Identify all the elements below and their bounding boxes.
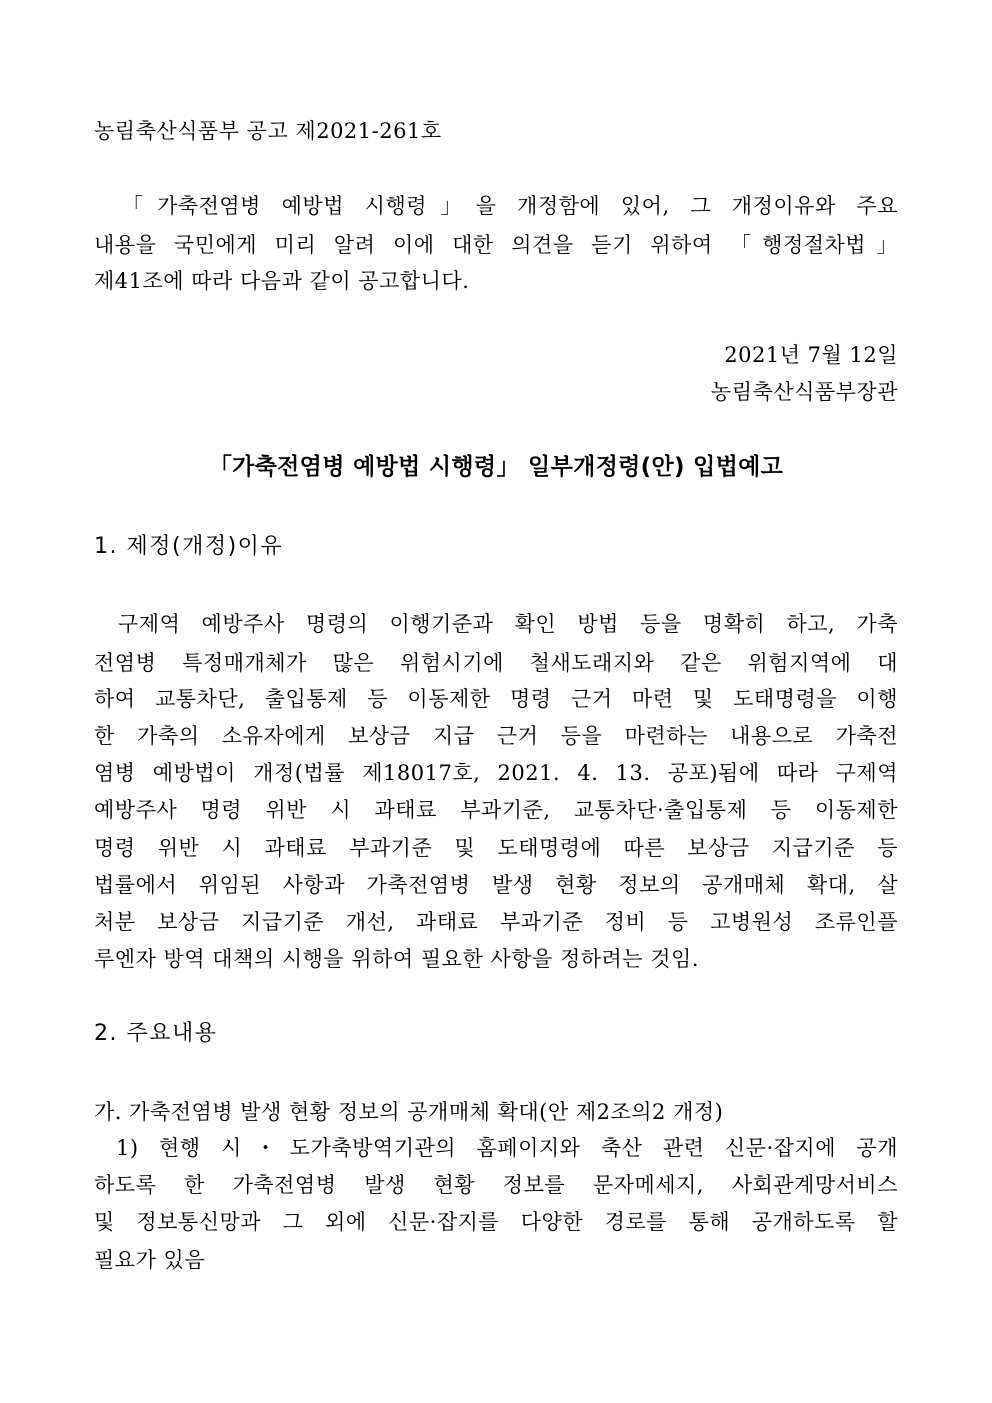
section-1-line-7: 명령 위반 시 과태료 부과기준 및 도태명령에 따른 보상금 지급기준 등 (94, 836, 898, 860)
section-2-item-line-2: 하도록 한 가축전염병 발생 현황 정보를 문자메세지, 사회관계망서비스 (94, 1173, 898, 1197)
section-1-line-9: 처분 보상금 지급기준 개선, 과태료 부과기준 정비 등 고병원성 조류인플 (94, 910, 898, 934)
section-1-line-1: 구제역 예방주사 명령의 이행기준과 확인 방법 등을 명확히 하고, 가축 (118, 612, 898, 636)
intro-line-3: 제41조에 따라 다음과 같이 공고합니다. (94, 269, 470, 293)
section-1-line-10: 루엔자 방역 대책의 시행을 위하여 필요한 사항을 정하려는 것임. (94, 947, 700, 971)
section-2-item-line-4: 필요가 있음 (94, 1248, 206, 1272)
intro-line-2: 내용을 국민에게 미리 알려 이에 대한 의견을 듣기 위하여 「행정절차법」 (94, 233, 898, 257)
section-1-line-6: 예방주사 명령 위반 시 과태료 부과기준, 교통차단·출입통제 등 이동제한 (94, 798, 898, 822)
section-1-heading: 1. 제정(개정)이유 (94, 534, 284, 559)
intro-line-1: 「가축전염병 예방법 시행령」을 개정함에 있어, 그 개정이유와 주요 (122, 194, 898, 218)
section-2-item-line-1: 1) 현행 시・도가축방역기관의 홈페이지와 축산 관련 신문·잡지에 공개 (116, 1136, 898, 1160)
section-1-line-2: 전염병 특정매개체가 많은 위험시기에 철새도래지와 같은 위험지역에 대 (94, 651, 898, 675)
section-2-item-ga: 가. 가축전염병 발생 현황 정보의 공개매체 확대(안 제2조의2 개정) (94, 1100, 724, 1124)
document-title: 「가축전염병 예방법 시행령」 일부개정령(안) 입법예고 (208, 454, 784, 480)
section-1-line-5: 염병 예방법이 개정(법률 제18017호, 2021. 4. 13. 공포)됨에 따라 구제역 (94, 761, 898, 785)
section-1-line-4: 한 가축의 소유자에게 보상금 지급 근거 등을 마련하는 내용으로 가축전 (94, 724, 898, 748)
notice-issuer: 농림축산식품부장관 (710, 380, 898, 404)
section-1-line-8: 법률에서 위임된 사항과 가축전염병 발생 현황 정보의 공개매체 확대, 살 (94, 873, 898, 897)
section-2-item-line-3: 및 정보통신망과 그 외에 신문·잡지를 다양한 경로를 통해 공개하도록 할 (94, 1210, 898, 1234)
section-1-line-3: 하여 교통차단, 출입통제 등 이동제한 명령 근거 마련 및 도태명령을 이행 (94, 687, 898, 711)
notice-number: 농림축산식품부 공고 제2021-261호 (94, 119, 442, 143)
notice-date: 2021년 7월 12일 (724, 343, 898, 367)
section-2-heading: 2. 주요내용 (94, 1021, 218, 1046)
